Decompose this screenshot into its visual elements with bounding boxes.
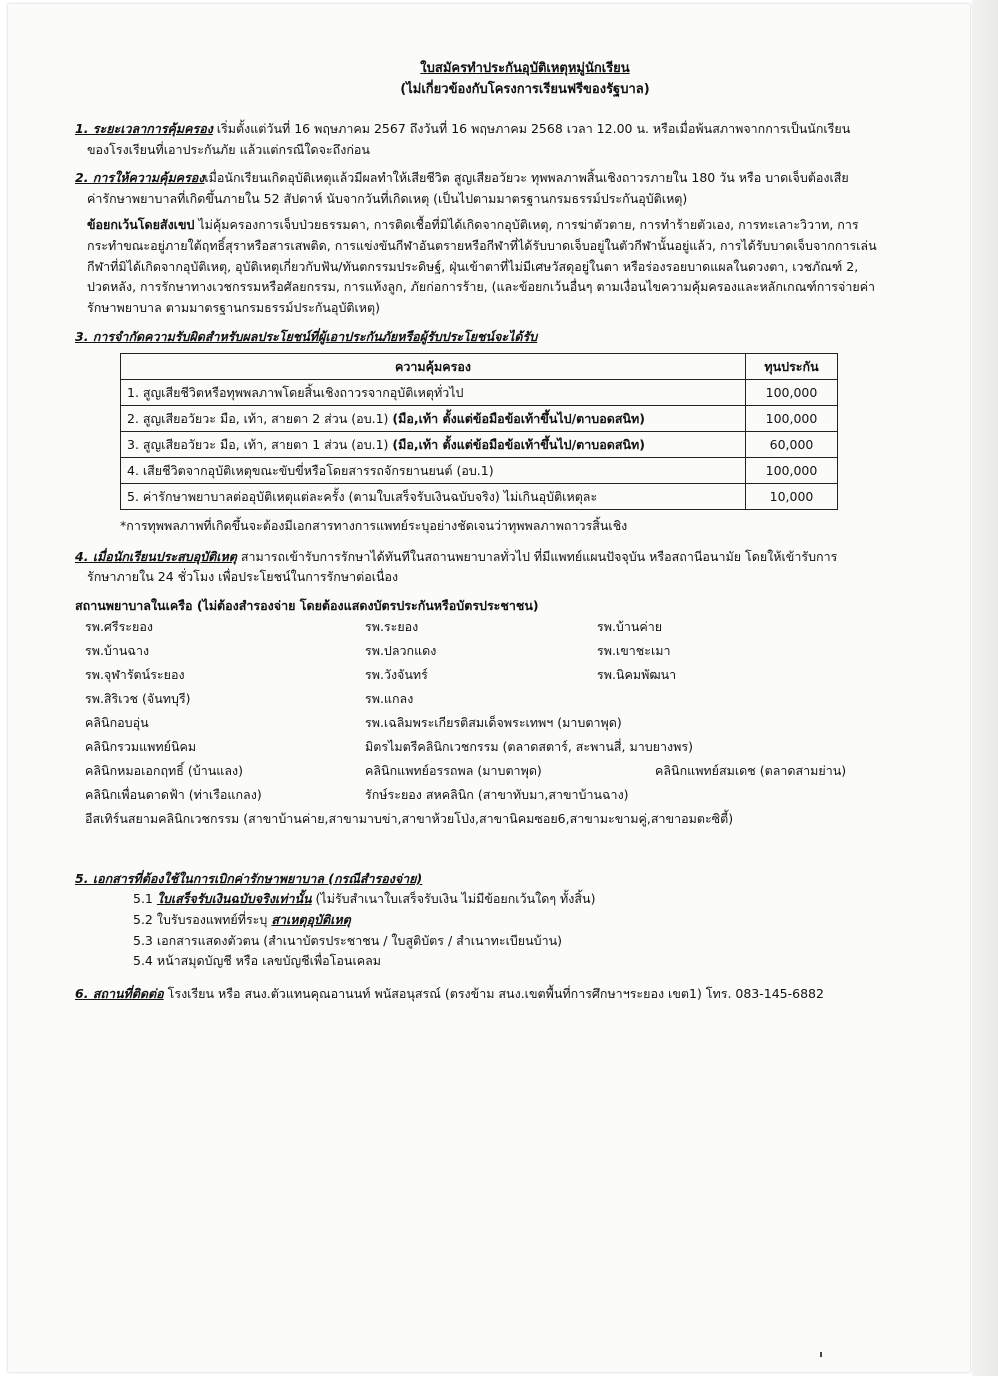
section-contact <box>75 984 925 1005</box>
section1-line1: เริ่มตั้งแต่วันที่ 16 พฤษภาคม 2567 ถึงวันที่ 16 พฤษภาคม 2568 เวลา 12.00 น. หรือเมื่อพ้นสภาพจากการเป็นนักเรียน <box>212 120 851 136</box>
section-claim-documents <box>75 869 925 972</box>
section5-heading: 5. เอกสารที่ต้องใช้ในการเบิกค่ารักษาพยาบาล (กรณีสำรองจ่าย) <box>75 870 423 886</box>
section-coverage-period <box>75 119 925 160</box>
contact-text: โรงเรียน หรือ สนง.ตัวแทนคุณอานนท์ พนัสอนุสรณ์ (ตรงข้าม สนง.เขตพื้นที่การศึกษาฯระยอง เขต1) โทร. 083-145-6882 <box>163 985 824 1001</box>
section6-heading: 6. สถานที่ติดต่อ <box>75 985 164 1001</box>
section3-heading: 3. การจำกัดความรับผิดสำหรับผลประโยชน์ที่ผู้เอาประกันภัยหรือผู้รับประโยชน์จะได้รับ <box>75 328 538 344</box>
section-coverage <box>75 168 925 318</box>
section1-line2: ของโรงเรียนที่เอาประกันภัย แล้วแต่กรณีใดจะถึงก่อน <box>87 141 370 157</box>
table-row <box>121 406 838 432</box>
exclusion-line2: กระทำขณะอยู่ภายใต้ฤทธิ์สุราหรือสารเสพติด, การแข่งขันกีฬาอันตรายหรือกีฬาที่ได้รับบาดเจ็บอยู่ในตัวกีฬานั้นอยู่แล้ว, การได้รับบาดเจ็บจากการเล่น <box>87 238 877 253</box>
hospital-item: รพ.จุฬารัตน์ระยอง <box>85 666 185 682</box>
document-title: ใบสมัครทำประกันอุบัติเหตุหมู่นักเรียน <box>420 61 630 76</box>
hospital-item: รพ.ระยอง <box>365 618 419 634</box>
item1-emphasis: ใบเสร็จรับเงินฉบับจริงเท่านั้น <box>156 891 312 907</box>
hospitals-title: สถานพยาบาลในเครือ (ไม่ต้องสำรองจ่าย โดยต้องแสดงบัตรประกันหรือบัตรประชาชน) <box>75 598 539 613</box>
coverage-table <box>120 353 838 510</box>
table-row <box>121 432 838 458</box>
hospital-item: รพ.เขาชะเมา <box>597 642 671 658</box>
row-amount: 10,000 <box>746 484 838 510</box>
hospital-item: รพ.แกลง <box>365 690 414 706</box>
row-amount: 100,000 <box>746 458 838 484</box>
scan-speck <box>820 1352 822 1357</box>
row-text: 2. สูญเสียอวัยวะ มือ, เท้า, สายตา 2 ส่วน (อบ.1) <box>127 410 393 426</box>
item2-emphasis: สาเหตุอุบัติเหตุ <box>271 911 351 927</box>
table-row <box>121 380 838 406</box>
document-body <box>75 58 925 1012</box>
document-subtitle: (ไม่เกี่ยวข้องกับโครงการเรียนฟรีของรัฐบาล) <box>400 82 650 98</box>
row-text: 4. เสียชีวิตจากอุบัติเหตุขณะขับขี่หรือโดยสารรถจักรยานยนต์ (อบ.1) <box>127 462 494 478</box>
row-bold-text: (มือ,เท้า ตั้งแต่ข้อมือข้อเท้าขึ้นไป/ตาบอดสนิท) <box>392 436 645 452</box>
hospital-item: รพ.ศรีระยอง <box>85 618 153 634</box>
hospital-item: มิตรไมตรีคลินิกเวชกรรม (ตลาดสตาร์, สะพานสี่, มาบยางพร) <box>365 738 693 754</box>
item1-rest: (ไม่รับสำเนาใบเสร็จรับเงิน ไม่มีข้อยกเว้นใดๆ ทั้งสิ้น) <box>311 891 596 907</box>
item1-prefix: 5.1 <box>133 891 157 907</box>
table-row <box>121 458 838 484</box>
hospital-item: รพ.เฉลิมพระเกียรติสมเด็จพระเทพฯ (มาบตาพุด) <box>365 714 622 730</box>
exclusion-line1: ไม่คุ้มครองการเจ็บป่วยธรรมดา, การติดเชื้อที่มิได้เกิดจากอุบัติเหตุ, การฆ่าตัวตาย, การทำร้ายตัวเอง, การทะเลาะวิวาท, การ <box>194 217 859 233</box>
item2-prefix: 5.2 ใบรับรองแพทย์ที่ระบุ <box>133 911 272 927</box>
section4-line2: รักษาภายใน 24 ชั่วโมง เพื่อประโยชน์ในการรักษาต่อเนื่อง <box>87 569 399 585</box>
coverage-table-header <box>121 354 838 380</box>
exclusions-block <box>75 215 925 318</box>
hospital-item: รพ.บ้านค่าย <box>597 618 663 634</box>
hospital-item: อีสเทิร์นสยามคลินิกเวชกรรม (สาขาบ้านค่าย,สาขามาบข่า,สาขาห้วยโป่ง,สาขานิคมซอย6,สาขามะขามคู่,สาขาอมตะซิตี้) <box>85 810 734 826</box>
row-text: 3. สูญเสียอวัยวะ มือ, เท้า, สายตา 1 ส่วน (อบ.1) <box>127 436 393 452</box>
row-amount: 100,000 <box>746 380 838 406</box>
hospital-item: คลินิกแพทย์สมเดช (ตลาดสามย่าน) <box>655 762 847 778</box>
hospital-item: รพ.ปลวกแดง <box>365 642 437 658</box>
section1-heading: 1. ระยะเวลาการคุ้มครอง <box>75 120 213 136</box>
header-coverage: ความคุ้มครอง <box>121 354 746 380</box>
exclusion-line3: กีฬาที่มิได้เกิดจากอุบัติเหตุ, อุบัติเหตุเกี่ยวกับฟัน/ทันตกรรมประดิษฐ์, ฝุ่นเข้าตาที่ไม่มีเศษวัสดุอยู่ในตา หรือร่องรอยบาดแผลในดวงตา, เวชภัณฑ์ 2, <box>87 258 859 274</box>
hospital-item: คลินิกหมอเอกฤทธิ์ (บ้านแลง) <box>85 762 243 778</box>
scanner-edge <box>972 0 998 1376</box>
claim-doc-item <box>75 889 925 910</box>
row-amount: 60,000 <box>746 432 838 458</box>
section-accident-procedure <box>75 547 925 839</box>
claim-doc-item: 5.3 เอกสารแสดงตัวตน (สำเนาบัตรประชาชน / ใบสูติบัตร / สำเนาทะเบียนบ้าน) <box>133 932 563 948</box>
row-amount: 100,000 <box>746 406 838 432</box>
section2-heading: 2. การให้ความคุ้มครอง <box>75 170 205 186</box>
header-amount: ทุนประกัน <box>746 354 838 380</box>
table-row <box>121 484 838 510</box>
hospital-item: รพ.นิคมพัฒนา <box>597 666 677 682</box>
hospital-item: รพ.วังจันทร์ <box>365 666 428 682</box>
exclusion-line4: ปวดหลัง, การรักษาทางเวชกรรมหรือศัลยกรรม, การแท้งลูก, ภัยก่อการร้าย, (และข้อยกเว้นอื่นๆ ตามเงื่อนไขความคุ้มครองและหลักเกณฑ์การจ่ายค่า <box>87 279 876 295</box>
hospital-item: คลินิกรวมแพทย์นิคม <box>85 738 197 754</box>
disability-note: *การทุพพลภาพที่เกิดขึ้นจะต้องมีเอกสารทางการแพทย์ระบุอย่างชัดเจนว่าทุพพลภาพถาวรสิ้นเชิง <box>120 518 628 534</box>
hospital-item: รักษ์ระยอง สหคลินิก (สาขาทับมา,สาขาบ้านฉาง) <box>365 786 629 802</box>
section4-heading: 4. เมื่อนักเรียนประสบอุบัติเหตุ <box>75 548 237 564</box>
hospital-item: คลินิกแพทย์อรรถพล (มาบตาพุด) <box>365 762 542 778</box>
row-text: 5. ค่ารักษาพยาบาลต่ออุบัติเหตุแต่ละครั้ง (ตามใบเสร็จรับเงินฉบับจริง) ไม่เกินอุบัติเหตุละ <box>127 488 598 504</box>
hospital-item: คลินิกอบอุ่น <box>85 714 149 730</box>
claim-doc-item <box>75 910 925 931</box>
hospital-item: รพ.บ้านฉาง <box>85 642 150 658</box>
exclusion-line5: รักษาพยาบาล ตามมาตรฐานกรมธรรม์ประกันอุบัติเหตุ) <box>87 299 380 315</box>
section2-line1: เมื่อนักเรียนเกิดอุบัติเหตุแล้วมีผลทำให้เสียชีวิต สูญเสียอวัยวะ ทุพพลภาพสิ้นเชิงถาวรภายใน 180 วัน หรือ บาดเจ็บต้องเสีย <box>204 170 849 186</box>
row-bold-text: (มือ,เท้า ตั้งแต่ข้อมือข้อเท้าขึ้นไป/ตาบอดสนิท) <box>392 410 645 426</box>
section-liability-limits <box>75 327 925 537</box>
hospital-item: คลินิกเพื่อนดาดฟ้า (ท่าเรือแกลง) <box>85 786 262 802</box>
row-text: 1. สูญเสียชีวิตหรือทุพพลภาพโดยสิ้นเชิงถาวรจากอุบัติเหตุทั่วไป <box>127 384 464 400</box>
claim-doc-item: 5.4 หน้าสมุดบัญชี หรือ เลขบัญชีเพื่อโอนเคลม <box>133 953 381 969</box>
exclusion-heading: ข้อยกเว้นโดยสังเขป <box>87 217 195 233</box>
hospital-list <box>75 617 925 839</box>
hospital-item: รพ.สิริเวช (จันทบุรี) <box>85 690 191 706</box>
section2-line2: ค่ารักษาพยาบาลที่เกิดขึ้นภายใน 52 สัปดาห์ นับจากวันที่เกิดเหตุ (เป็นไปตามมาตรฐานกรมธรรม์ประกันอุบัติเหตุ) <box>87 190 688 206</box>
section4-line1: สามารถเข้ารับการรักษาได้ทันทีในสถานพยาบาลทั่วไป ที่มีแพทย์แผนปัจจุบัน หรือสถานีอนามัย โดยให้เข้ารับการ <box>236 548 838 564</box>
